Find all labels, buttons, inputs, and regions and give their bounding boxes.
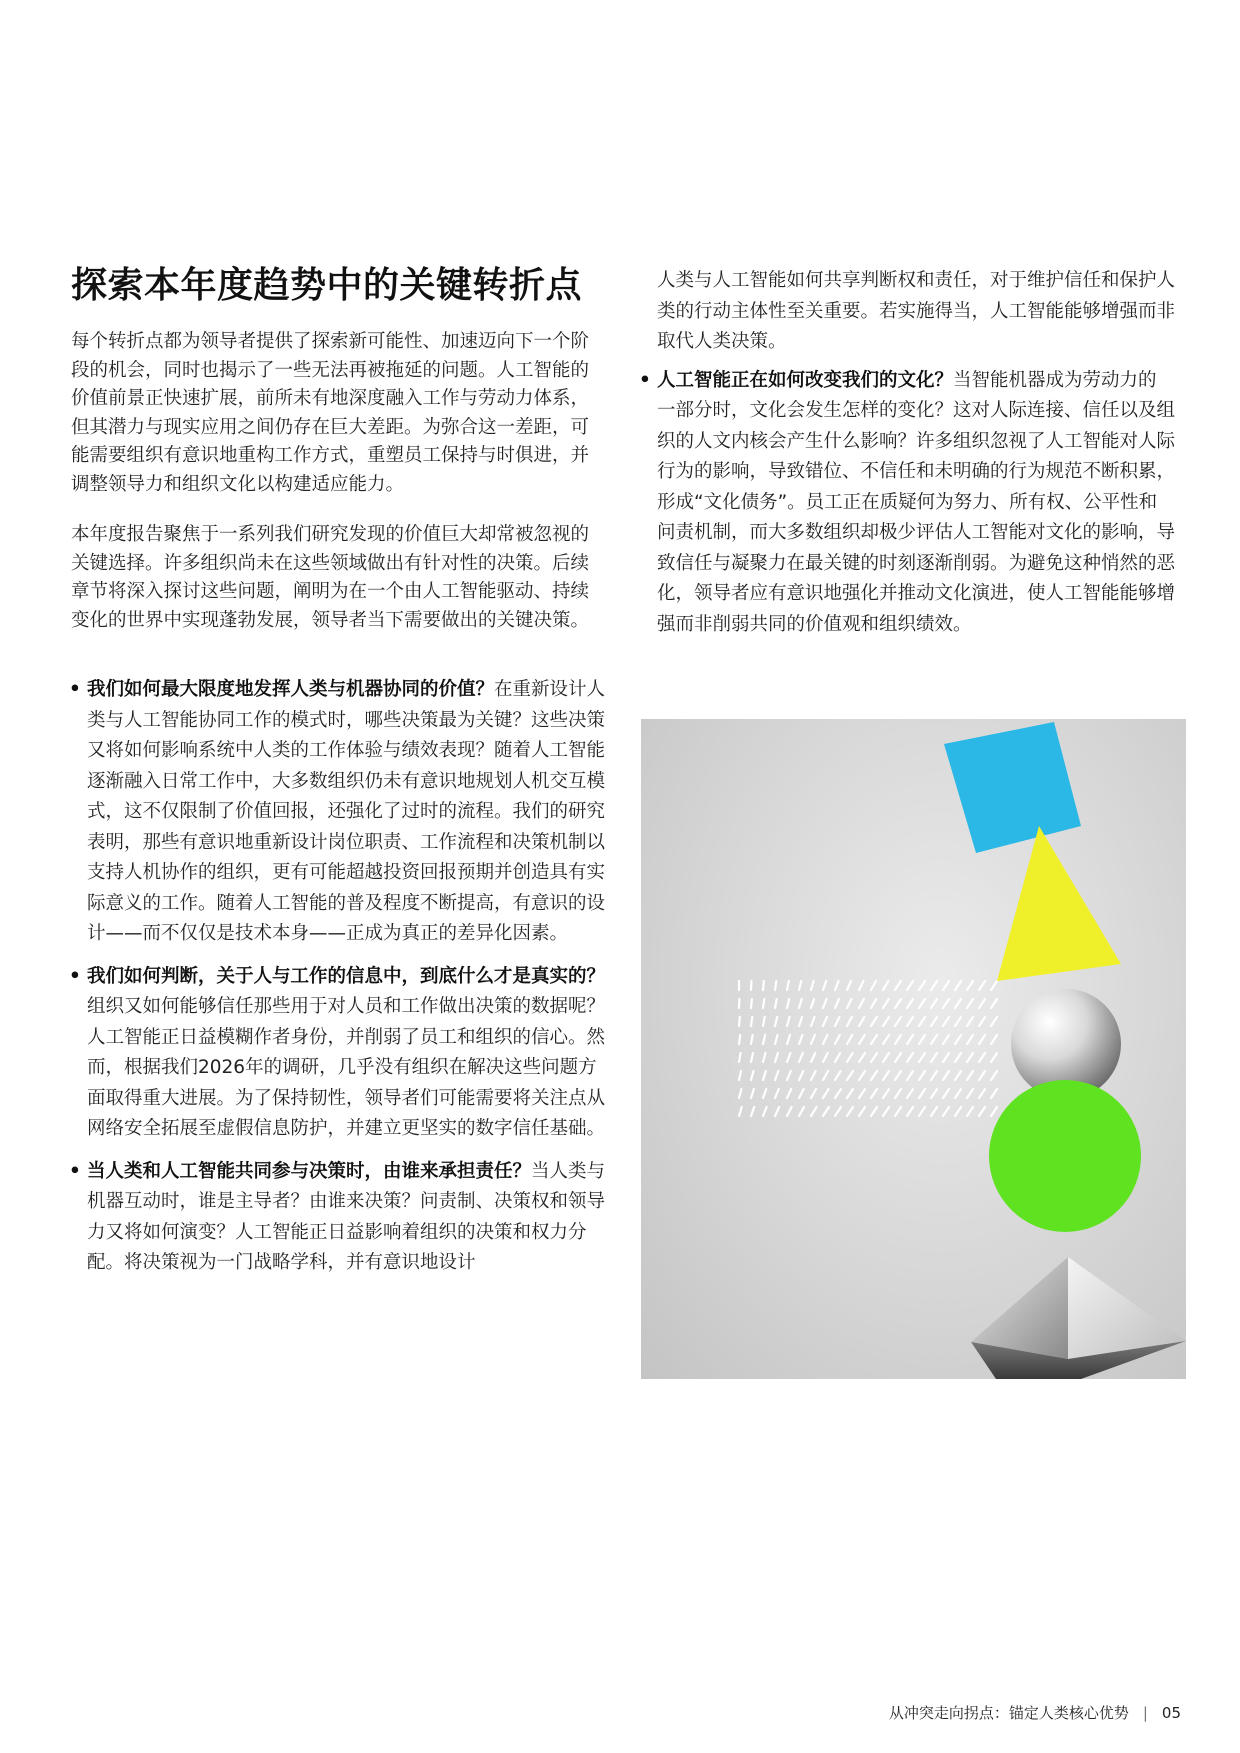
blue-square-shape [944,722,1081,853]
dash-mark [775,1071,778,1080]
dash-mark [811,1107,817,1116]
dash-mark [847,1017,852,1026]
dash-mark [895,1107,901,1116]
dash-mark [979,1053,985,1062]
dash-mark [919,999,925,1008]
dash-mark [811,981,814,990]
dash-mark [919,1071,925,1080]
dash-mark [763,1053,766,1062]
dash-mark [919,1053,925,1062]
dash-mark [739,1017,740,1026]
dash-mark [967,1071,973,1080]
dash-mark [751,1035,753,1044]
dash-mark [775,1089,779,1098]
dash-mark [943,1017,949,1026]
dash-mark [787,981,789,990]
left-bullet-list [71,675,606,1279]
dash-mark [751,1107,754,1116]
dash-mark [907,1053,913,1062]
dash-mark [859,1089,865,1098]
dash-mark [811,1053,815,1062]
dash-mark [871,1017,877,1026]
dash-mark [823,1035,827,1044]
dash-mark [967,981,973,990]
dash-mark [835,1107,841,1116]
dash-mark [787,1053,790,1062]
dash-mark [811,999,814,1008]
dash-mark [799,1053,803,1062]
bullet-lead: 我们如何判断，关于人与工作的信息中，到底什么才是真实的？ [87,965,606,987]
right-column [641,266,1175,652]
dash-mark [991,1107,997,1116]
dash-mark [871,1071,877,1080]
dash-mark [943,1053,949,1062]
dash-mark [883,1107,889,1116]
dash-mark [751,1071,753,1080]
dash-mark [931,1107,937,1116]
dash-mark [907,1107,913,1116]
dash-mark [943,1035,949,1044]
dash-mark [895,1071,901,1080]
dash-mark [955,981,961,990]
dash-mark [847,1107,853,1116]
dash-mark [883,999,889,1008]
dash-mark [943,1089,949,1098]
dash-mark [799,1107,804,1116]
dash-mark [931,1071,937,1080]
dash-mark [991,1053,997,1062]
dash-mark [979,1089,985,1098]
page-number: 05 [1161,1704,1181,1722]
dash-mark [943,981,949,990]
dash-mark [895,1035,901,1044]
dash-mark [967,1017,973,1026]
bullet-text: 当人类与机器互动时，谁是主导者？由谁来决策？问责制、决策权和领导力又将如何演变？人工智能正日益影响着组织的决策和权力分配。将决策视为一门战略学科，并有意识地设计 [87,1160,606,1273]
dash-pattern [739,981,997,1116]
dash-mark [823,999,827,1008]
dash-mark [775,1107,779,1116]
dash-mark [943,999,949,1008]
dash-mark [787,999,789,1008]
dash-mark [991,1071,997,1080]
dash-mark [787,1017,790,1026]
dash-mark [823,1053,828,1062]
dash-mark [811,1089,816,1098]
decorative-illustration [641,719,1186,1379]
dash-mark [775,1053,778,1062]
dash-mark [751,1017,752,1026]
bullet-lead: 人工智能正在如何改变我们的文化？ [657,369,954,391]
dash-mark [991,999,997,1008]
dash-mark [895,999,901,1008]
dash-mark [859,1107,865,1116]
intro-paragraph-2: 本年度报告聚焦于一系列我们研究发现的价值巨大却常被忽视的关键选择。许多组织尚未在这些领域做出有针对性的决策。后续章节将深入探讨这些问题，阐明为在一个由人工智能驱动、持续变化的世界中实现蓬勃发展，领导者当下需要做出的关键决策。 [71,524,590,631]
dash-mark [883,1071,889,1080]
dash-mark [955,999,961,1008]
bullet-text: 在重新设计人类与人工智能协同工作的模式时，哪些决策最为关键？这些决策又将如何影响系统中人类的工作体验与绩效表现？随着人工智能逐渐融入日常工作中，大多数组织仍未有意识地规划人机交互模式，这不仅限制了价值回报，还强化了过时的流程。我们的研究表明，那些有意识地重新设计岗位职责、工作流程和决策机制以支持人机协作的组织，更有可能超越投资回报预期并创造具有实际意义的工作。随着人工智能的普及程度不断提高，有意识的设计——而不仅仅是技术本身——正成为真正的差异化因素。 [87,679,606,944]
dash-mark [979,999,985,1008]
dash-mark [751,999,752,1008]
dash-mark [919,1017,925,1026]
left-column [71,262,606,1291]
dash-mark [823,1089,829,1098]
dash-mark [931,1017,937,1026]
dash-mark [787,1071,791,1080]
dash-mark [775,981,776,990]
dash-mark [955,1053,961,1062]
dash-mark [763,1017,765,1026]
dash-mark [739,1053,741,1062]
dash-mark [871,1107,877,1116]
bullet-text: 组织又如何能够信任那些用于对人员和工作做出决策的数据呢？人工智能正日益模糊作者身份，并削弱了员工和组织的信心。然而，根据我们2026年的调研，几乎没有组织在解决这些问题方面取得重大进展。为了保持韧性，领导者们可能需要将关注点从网络安全拓展至虚假信息防护，并建立更坚实的数字信任基础。 [87,996,606,1139]
dash-mark [751,1053,753,1062]
dash-mark [799,981,801,990]
dash-mark [811,1071,816,1080]
dash-mark [835,999,839,1008]
dash-mark [847,1071,853,1080]
dash-mark [931,981,937,990]
dash-mark [895,1089,901,1098]
dash-mark [799,1017,802,1026]
dash-mark [847,999,851,1008]
dash-mark [919,1089,925,1098]
dash-mark [787,1035,790,1044]
bullet-continuation: 人类与人工智能如何共享判断权和责任，对于维护信任和保护人类的行动主体性至关重要。若实施得当，人工智能能够增强而非取代人类决策。 [657,270,1176,352]
dash-mark [859,1017,864,1026]
page-title: 探索本年度趋势中的关键转折点 [71,265,583,306]
dash-mark [907,1035,913,1044]
dash-mark [799,1089,804,1098]
dash-mark [991,1035,997,1044]
dash-mark [967,1053,973,1062]
dash-mark [883,1035,889,1044]
dash-mark [847,1035,852,1044]
dash-mark [787,1089,791,1098]
dash-mark [859,999,864,1008]
dash-mark [979,1035,985,1044]
dash-mark [883,1017,889,1026]
stacked-shapes-illustration [641,719,1186,1379]
dash-mark [991,1089,997,1098]
dash-mark [811,1017,815,1026]
dash-mark [835,1089,841,1098]
footer-title: 从冲突走向拐点：锚定人类核心优势 [888,1704,1129,1722]
dash-mark [847,1089,853,1098]
dash-mark [871,999,876,1008]
dash-mark [763,999,764,1008]
bullet-item [71,675,606,950]
bullet-lead: 我们如何最大限度地发挥人类与机器协同的价值？ [87,679,495,700]
bullet-lead: 当人类和人工智能共同参与决策时，由谁来承担责任？ [87,1160,532,1182]
dash-mark [739,1089,741,1098]
dash-mark [967,1089,973,1098]
dash-mark [835,1035,840,1044]
dash-mark [763,1071,766,1080]
dash-mark [991,1017,997,1026]
dash-mark [799,1071,803,1080]
dash-mark [835,1053,840,1062]
dash-mark [823,981,826,990]
dash-mark [787,1107,792,1116]
dash-mark [883,1053,889,1062]
dash-mark [979,1071,985,1080]
dash-mark [871,1035,877,1044]
dash-mark [931,1053,937,1062]
dash-mark [967,999,973,1008]
dash-mark [931,1089,937,1098]
bullet-item [71,962,606,1145]
page-footer [889,1702,1181,1723]
right-bullet-list [641,366,1175,641]
dash-mark [919,1035,925,1044]
dash-mark [835,981,839,990]
dash-mark [943,1071,949,1080]
dash-mark [979,1017,985,1026]
dash-mark [979,1107,985,1116]
dash-mark [895,981,901,990]
green-sphere-shape [989,1080,1141,1232]
dash-mark [883,1089,889,1098]
dash-mark [967,1107,973,1116]
dash-mark [763,981,764,990]
dash-mark [799,999,802,1008]
bullet-text: 当智能机器成为劳动力的一部分时，文化会发生怎样的变化？这对人际连接、信任以及组织的人文内核会产生什么影响？许多组织忽视了人工智能对人际行为的影响，导致错位、不信任和未明确的行为规范不断积累，形成“文化债务”。员工正在质疑何为努力、所有权、公平性和问责机制，而大多数组织却极少评估人工智能对文化的影响，导致信任与凝聚力在最关键的时刻逐渐削弱。为避免这种悄然的恶化，领导者应有意识地强化并推动文化演进，使人工智能能够增强而非削弱共同的价值观和组织绩效。 [657,369,1176,635]
dash-mark [931,999,937,1008]
dash-mark [775,1035,778,1044]
dash-mark [811,1035,815,1044]
intro-paragraph-1: 每个转折点都为领导者提供了探索新可能性、加速迈向下一个阶段的机会，同时也揭示了一些无法再被拖延的问题。人工智能的价值前景正快速扩展，前所未有地深度融入工作与劳动力体系，但其潜力与现实应用之间仍存在巨大差距。为弥合这一差距，可能需要组织有意识地重构工作方式，重塑员工保持与时俱进，并调整领导力和组织文化以构建适应能力。 [71,331,590,495]
dash-mark [907,1017,913,1026]
dash-mark [955,1035,961,1044]
footer-separator: | [1142,1704,1148,1722]
dash-mark [907,981,913,990]
dash-mark [895,1053,901,1062]
dash-mark [895,1017,901,1026]
dash-mark [907,1089,913,1098]
dash-mark [775,1017,777,1026]
dash-mark [763,1035,765,1044]
dash-mark [799,1035,802,1044]
dash-mark [955,1107,961,1116]
dash-mark [943,1107,949,1116]
dash-mark [967,1035,973,1044]
dash-mark [835,1071,841,1080]
dash-mark [955,1089,961,1098]
yellow-triangle-shape [997,826,1121,981]
dash-mark [751,1089,754,1098]
dash-mark [835,1017,839,1026]
dash-mark [907,1071,913,1080]
dash-mark [955,1017,961,1026]
dash-mark [739,1035,740,1044]
dash-mark [823,1107,829,1116]
dash-mark [847,1053,853,1062]
dash-mark [847,981,851,990]
dash-mark [871,1089,877,1098]
dash-mark [907,999,913,1008]
dash-mark [979,981,985,990]
dash-mark [955,1071,961,1080]
dash-mark [775,999,777,1008]
bullet-item [641,366,1175,641]
dash-mark [739,1071,741,1080]
dash-mark [763,1107,767,1116]
bullet-item [71,1157,606,1279]
dash-mark [823,1017,827,1026]
dash-mark [991,981,997,990]
dash-mark [871,1053,877,1062]
grey-pyramid-shape [971,1257,1186,1379]
dash-mark [883,981,888,990]
dash-mark [919,1107,925,1116]
dash-mark [931,1035,937,1044]
dash-mark [919,981,925,990]
dash-mark [859,1053,865,1062]
dash-mark [871,981,876,990]
dash-mark [859,981,864,990]
dash-mark [739,1107,742,1116]
dash-mark [763,1089,766,1098]
dash-mark [823,1071,828,1080]
dash-mark [859,1035,865,1044]
dash-mark [859,1071,865,1080]
